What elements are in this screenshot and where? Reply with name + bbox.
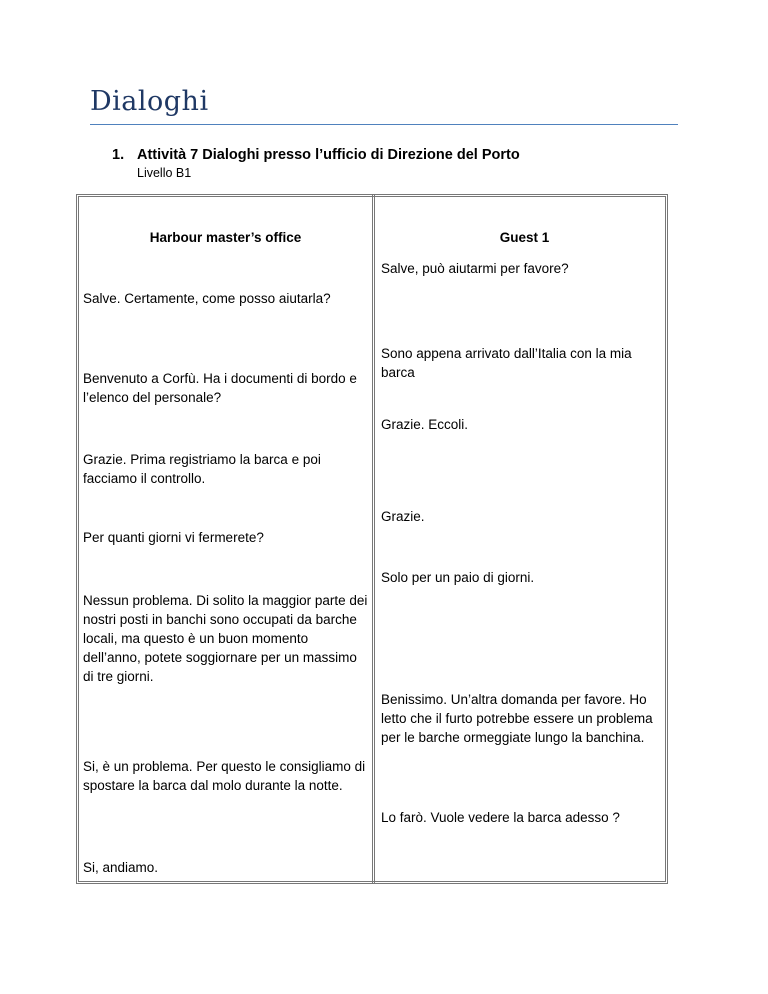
- harbour-line-7: Si, andiamo.: [83, 860, 159, 875]
- harbour-line-4: Per quanti giorni vi fermerete?: [83, 530, 264, 545]
- level-label: Livello B1: [137, 166, 192, 180]
- guest-line-3: Grazie. Eccoli.: [381, 417, 469, 432]
- page-heading: Dialoghi: [90, 86, 209, 117]
- harbour-line-1: Salve. Certamente, come posso aiutarla?: [83, 291, 331, 306]
- harbour-line-6: Si, è un problema. Per questo le consigliamo di spostare la barca dal molo durante la notte.: [83, 759, 366, 793]
- guest-line-1: Salve, può aiutarmi per favore?: [381, 261, 569, 276]
- activity-title: Attività 7 Dialoghi presso l’ufficio di Direzione del Porto: [137, 147, 520, 163]
- guest-line-2: Sono appena arrivato dall’Italia con la mia barca: [381, 346, 632, 380]
- guest-line-5: Solo per un paio di giorni.: [381, 570, 535, 585]
- harbour-line-2: Benvenuto a Corfù. Ha i documenti di bordo e l’elenco del personale?: [83, 371, 357, 405]
- list-number: 1.: [112, 147, 125, 163]
- guest-line-4: Grazie.: [381, 509, 425, 524]
- harbour-line-3: Grazie. Prima registriamo la barca e poi facciamo il controllo.: [83, 452, 321, 486]
- guest-line-7: Lo farò. Vuole vedere la barca adesso ?: [381, 810, 620, 825]
- guest-line-6: Benissimo. Un’altra domanda per favore. Ho letto che il furto potrebbe essere un problema per le barche ormeggiate lungo la banchina.: [381, 692, 653, 745]
- column-header-guest: Guest 1: [499, 230, 550, 245]
- heading-underline: [90, 124, 678, 125]
- column-divider: [372, 195, 375, 883]
- column-header-harbour-master: Harbour master’s office: [149, 230, 302, 245]
- harbour-line-5: Nessun problema. Di solito la maggior parte dei nostri posti in banchi sono occupati da barche locali, ma questo è un buon momento dell’anno, potete soggiornare per un massimo di tre giorni.: [83, 593, 368, 684]
